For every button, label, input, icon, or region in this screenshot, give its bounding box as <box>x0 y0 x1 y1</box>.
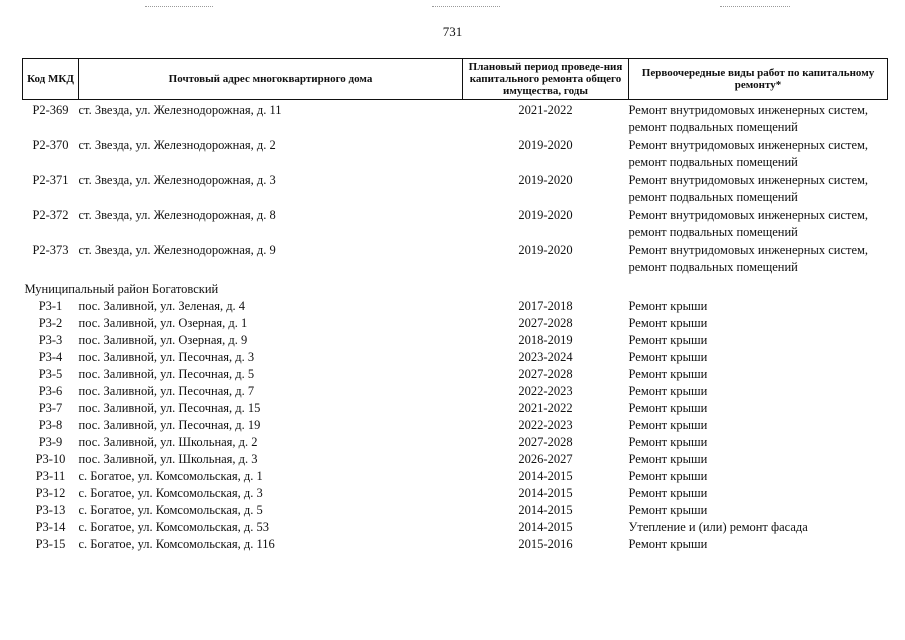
table-row <box>23 502 888 519</box>
table-row <box>23 485 888 502</box>
cell-works <box>629 366 888 383</box>
cell-period: 2019-2020 <box>518 208 573 222</box>
table-row <box>23 468 888 485</box>
table-row <box>23 315 888 332</box>
works-line: Ремонт крыши <box>628 316 708 330</box>
works-line: Ремонт крыши <box>628 486 708 500</box>
cell-address: с. Богатое, ул. Комсомольская, д. 1 <box>78 469 263 483</box>
header-period: Плановый период проведе-ния капитального ремонта общего имущества, годы <box>463 59 629 100</box>
cell-code: Р2-369 <box>32 103 69 117</box>
cell-code: Р3-5 <box>38 367 63 381</box>
page-number: 731 <box>442 24 463 39</box>
cell-period: 2017-2018 <box>518 299 573 313</box>
header-works: Первоочередные виды работ по капитальному ремонту* <box>629 59 888 100</box>
cell-works <box>629 417 888 434</box>
cell-period: 2014-2015 <box>518 520 573 534</box>
table-body <box>23 100 888 554</box>
works-line: Ремонт крыши <box>628 367 708 381</box>
cell-address: пос. Заливной, ул. Зеленая, д. 4 <box>78 299 246 313</box>
cell-works <box>629 332 888 349</box>
works-line: ремонт подвальных помещений <box>628 155 798 169</box>
works-line: Утепление и (или) ремонт фасада <box>628 520 808 534</box>
cell-works <box>629 102 888 137</box>
cell-code: Р3-6 <box>38 384 63 398</box>
cell-code: Р3-14 <box>35 520 66 534</box>
cell-code: Р2-372 <box>32 208 69 222</box>
cell-works <box>629 315 888 332</box>
works-line: Ремонт крыши <box>628 333 708 347</box>
cell-works <box>629 298 888 315</box>
cell-period: 2022-2023 <box>518 384 573 398</box>
table-row <box>23 207 888 242</box>
works-line: Ремонт крыши <box>628 418 708 432</box>
works-line: Ремонт крыши <box>628 452 708 466</box>
cell-address: пос. Заливной, ул. Песочная, д. 7 <box>78 384 255 398</box>
cell-period: 2015-2016 <box>518 537 573 551</box>
header-address: Почтовый адрес многоквартирного дома <box>79 59 463 100</box>
cell-code: Р3-10 <box>35 452 66 466</box>
cell-code: Р2-371 <box>32 173 69 187</box>
cell-code: Р3-3 <box>38 333 63 347</box>
cell-period: 2026-2027 <box>518 452 573 466</box>
cell-period: 2027-2028 <box>518 435 573 449</box>
cell-period: 2019-2020 <box>518 243 573 257</box>
cell-address: с. Богатое, ул. Комсомольская, д. 3 <box>78 486 263 500</box>
cell-period: 2027-2028 <box>518 316 573 330</box>
table-row <box>23 172 888 207</box>
table-row <box>23 434 888 451</box>
cell-code: Р3-13 <box>35 503 66 517</box>
cell-period: 2022-2023 <box>518 418 573 432</box>
cell-address: ст. Звезда, ул. Железнодорожная, д. 2 <box>78 138 276 152</box>
works-line: Ремонт крыши <box>628 401 708 415</box>
cell-works <box>629 519 888 536</box>
cell-period: 2014-2015 <box>518 486 573 500</box>
cell-code: Р3-8 <box>38 418 63 432</box>
table-row <box>23 400 888 417</box>
cell-code: Р3-1 <box>38 299 63 313</box>
cell-address: пос. Заливной, ул. Школьная, д. 2 <box>78 435 258 449</box>
cell-period: 2014-2015 <box>518 469 573 483</box>
cell-address: с. Богатое, ул. Комсомольская, д. 116 <box>78 537 275 551</box>
cell-address: с. Богатое, ул. Комсомольская, д. 53 <box>78 520 269 534</box>
works-line: Ремонт крыши <box>628 384 708 398</box>
cell-address: пос. Заливной, ул. Песочная, д. 15 <box>78 401 261 415</box>
works-line: Ремонт крыши <box>628 350 708 364</box>
section-row <box>23 277 888 298</box>
cell-address: с. Богатое, ул. Комсомольская, д. 5 <box>78 503 263 517</box>
cell-works <box>629 137 888 172</box>
cell-code: Р3-11 <box>35 469 66 483</box>
cell-address: пос. Заливной, ул. Школьная, д. 3 <box>78 452 258 466</box>
cell-works <box>629 242 888 277</box>
section-title: Муниципальный район Богатовский <box>24 282 219 296</box>
cell-works <box>629 172 888 207</box>
cell-address: пос. Заливной, ул. Песочная, д. 19 <box>78 418 261 432</box>
works-line: Ремонт внутридомовых инженерных систем, <box>628 243 869 257</box>
cell-period: 2021-2022 <box>518 103 573 117</box>
scan-artifact-marks <box>0 6 905 10</box>
works-line: Ремонт внутридомовых инженерных систем, <box>628 103 869 117</box>
table-row <box>23 242 888 277</box>
cell-address: пос. Заливной, ул. Песочная, д. 3 <box>78 350 255 364</box>
cell-address: ст. Звезда, ул. Железнодорожная, д. 8 <box>78 208 276 222</box>
cell-code: Р2-373 <box>32 243 69 257</box>
works-line: Ремонт крыши <box>628 537 708 551</box>
cell-works <box>629 485 888 502</box>
cell-code: Р3-12 <box>35 486 66 500</box>
capital-repair-table <box>22 58 888 553</box>
cell-code: Р3-7 <box>38 401 63 415</box>
table-row <box>23 383 888 400</box>
cell-works <box>629 468 888 485</box>
table-row <box>23 417 888 434</box>
table-row <box>23 349 888 366</box>
cell-works <box>629 536 888 553</box>
table-row <box>23 137 888 172</box>
works-line: ремонт подвальных помещений <box>628 190 798 204</box>
table-row <box>23 102 888 137</box>
cell-period: 2018-2019 <box>518 333 573 347</box>
works-line: ремонт подвальных помещений <box>628 120 798 134</box>
cell-works <box>629 434 888 451</box>
cell-period: 2019-2020 <box>518 173 573 187</box>
works-line: Ремонт крыши <box>628 435 708 449</box>
cell-address: ст. Звезда, ул. Железнодорожная, д. 9 <box>78 243 276 257</box>
cell-period: 2027-2028 <box>518 367 573 381</box>
works-line: Ремонт крыши <box>628 469 708 483</box>
table-row <box>23 536 888 553</box>
works-line: Ремонт внутридомовых инженерных систем, <box>628 208 869 222</box>
cell-code: Р3-15 <box>35 537 66 551</box>
works-line: Ремонт крыши <box>628 299 708 313</box>
cell-period: 2014-2015 <box>518 503 573 517</box>
cell-works <box>629 207 888 242</box>
cell-code: Р3-9 <box>38 435 63 449</box>
works-line: Ремонт внутридомовых инженерных систем, <box>628 138 869 152</box>
cell-code: Р3-2 <box>38 316 63 330</box>
table-row <box>23 451 888 468</box>
cell-works <box>629 349 888 366</box>
cell-address: пос. Заливной, ул. Песочная, д. 5 <box>78 367 255 381</box>
cell-period: 2019-2020 <box>518 138 573 152</box>
cell-works <box>629 502 888 519</box>
header-code: Код МКД <box>23 59 79 100</box>
works-line: ремонт подвальных помещений <box>628 260 798 274</box>
cell-address: ст. Звезда, ул. Железнодорожная, д. 3 <box>78 173 276 187</box>
table-row <box>23 366 888 383</box>
cell-address: пос. Заливной, ул. Озерная, д. 1 <box>78 316 248 330</box>
cell-period: 2021-2022 <box>518 401 573 415</box>
table-header-row <box>23 59 888 100</box>
cell-works <box>629 400 888 417</box>
cell-works <box>629 383 888 400</box>
cell-code: Р2-370 <box>32 138 69 152</box>
table-row <box>23 298 888 315</box>
works-line: Ремонт внутридомовых инженерных систем, <box>628 173 869 187</box>
table-row <box>23 332 888 349</box>
table-row <box>23 519 888 536</box>
cell-address: пос. Заливной, ул. Озерная, д. 9 <box>78 333 248 347</box>
works-line: Ремонт крыши <box>628 503 708 517</box>
cell-works <box>629 451 888 468</box>
cell-period: 2023-2024 <box>518 350 573 364</box>
works-line: ремонт подвальных помещений <box>628 225 798 239</box>
cell-code: Р3-4 <box>38 350 63 364</box>
cell-address: ст. Звезда, ул. Железнодорожная, д. 11 <box>78 103 282 117</box>
